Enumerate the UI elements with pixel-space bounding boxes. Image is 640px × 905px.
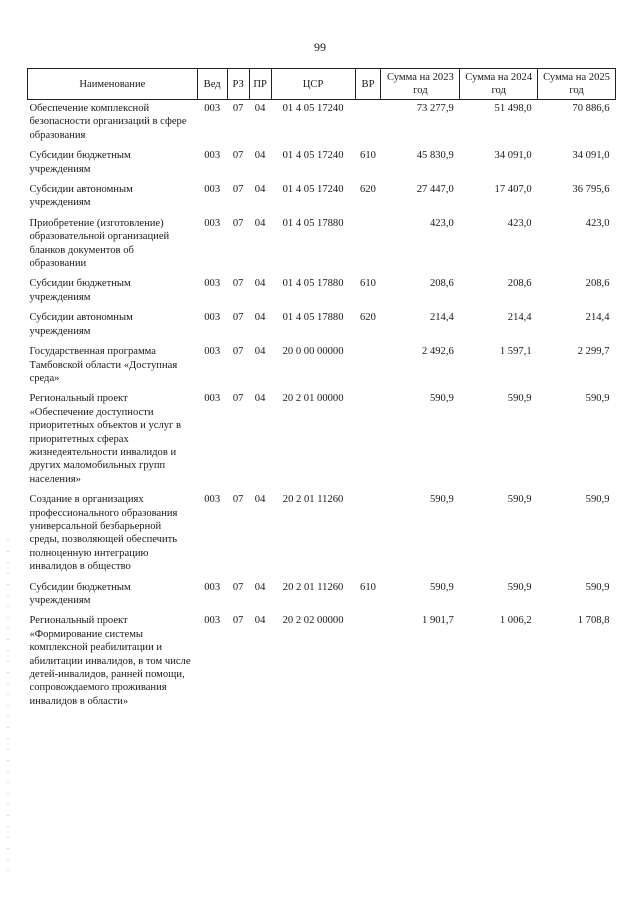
- cell-sum-2023: 208,6: [429, 278, 454, 290]
- cell-name: Приобретение (изготовление) образовательной организацией бланков документов об образовании: [29, 217, 170, 270]
- header-pr: ПР: [249, 69, 271, 100]
- header-sum-2024: Сумма на 2024 год: [460, 69, 538, 100]
- cell-name: Обеспечение комплексной безопасности организаций в сфере образования: [29, 103, 187, 141]
- cell-sum-2023: 27 447,0: [416, 184, 454, 196]
- cell-csr: 20 2 01 11260: [282, 494, 344, 506]
- header-ved: Вед: [197, 69, 227, 100]
- cell-ved: 003: [204, 393, 221, 405]
- cell-vr: [355, 390, 381, 491]
- cell-rz: 07: [232, 494, 244, 506]
- cell-name: Государственная программа Тамбовской области «Доступная среда»: [29, 346, 178, 384]
- cell-vr: [355, 343, 381, 390]
- cell-sum-2025: 2 299,7: [577, 346, 610, 358]
- cell-csr: 01 4 05 17880: [282, 217, 344, 229]
- cell-rz: 07: [232, 217, 244, 229]
- table-row: [28, 100, 616, 148]
- cell-rz: 07: [232, 150, 244, 162]
- cell-vr: 610: [360, 278, 376, 290]
- cell-sum-2023: 45 830,9: [416, 150, 454, 162]
- table-row: [28, 275, 616, 309]
- cell-sum-2024: 590,9: [507, 581, 532, 593]
- cell-sum-2024: 34 091,0: [494, 150, 532, 162]
- cell-ved: 003: [204, 103, 221, 114]
- cell-sum-2023: 2 492,6: [422, 346, 454, 358]
- cell-sum-2023: 73 277,9: [416, 103, 454, 114]
- table-header-row: [28, 69, 616, 100]
- cell-pr: 04: [254, 103, 266, 114]
- scan-artifact-marks: [7, 540, 9, 880]
- cell-sum-2025: 590,9: [585, 494, 610, 506]
- cell-pr: 04: [254, 217, 266, 229]
- cell-vr: [355, 612, 381, 713]
- table-row: [28, 491, 616, 578]
- cell-csr: 20 2 01 11260: [282, 581, 344, 593]
- table-row: [28, 343, 616, 390]
- cell-sum-2024: 590,9: [507, 393, 532, 405]
- cell-rz: 07: [232, 184, 244, 196]
- cell-pr: 04: [254, 615, 266, 627]
- cell-pr: 04: [254, 312, 266, 324]
- cell-name: Субсидии автономным учреждениям: [29, 184, 133, 209]
- cell-rz: 07: [232, 393, 244, 405]
- cell-pr: 04: [254, 184, 266, 196]
- cell-csr: 01 4 05 17240: [282, 184, 344, 196]
- cell-name: Субсидии бюджетным учреждениям: [29, 278, 131, 303]
- header-csr: ЦСР: [271, 69, 355, 100]
- cell-ved: 003: [204, 346, 221, 358]
- cell-vr: [355, 100, 381, 148]
- cell-csr: 20 2 02 00000: [282, 615, 344, 627]
- cell-csr: 20 0 00 00000: [282, 346, 344, 358]
- cell-name: Региональный проект «Формирование системы комплексной реабилитации и абилитации инвалидов, в том числе детей-инвалидов, ранней помощи, сопровождаемого проживания инвалидов в области»: [29, 615, 191, 707]
- cell-sum-2023: 214,4: [429, 312, 454, 324]
- cell-pr: 04: [254, 393, 266, 405]
- cell-ved: 003: [204, 278, 221, 290]
- cell-vr: 620: [360, 312, 376, 324]
- cell-sum-2025: 208,6: [585, 278, 610, 290]
- budget-table: [27, 68, 616, 713]
- cell-vr: 620: [360, 184, 376, 196]
- cell-sum-2025: 590,9: [585, 581, 610, 593]
- cell-rz: 07: [232, 581, 244, 593]
- cell-name: Региональный проект «Обеспечение доступности приоритетных объектов и услуг в приоритетных сферах жизнедеятельности инвалидов и других маломобильных групп населения»: [29, 393, 182, 485]
- cell-sum-2024: 590,9: [507, 494, 532, 506]
- cell-pr: 04: [254, 581, 266, 593]
- table-row: [28, 309, 616, 343]
- cell-ved: 003: [204, 217, 221, 229]
- cell-csr: 20 2 01 00000: [282, 393, 344, 405]
- cell-sum-2024: 17 407,0: [494, 184, 532, 196]
- cell-sum-2025: 590,9: [585, 393, 610, 405]
- cell-sum-2024: 1 597,1: [499, 346, 532, 358]
- cell-rz: 07: [232, 278, 244, 290]
- cell-sum-2025: 1 708,8: [577, 615, 610, 627]
- cell-sum-2025: 36 795,6: [572, 184, 610, 196]
- header-sum-2025: Сумма на 2025 год: [538, 69, 616, 100]
- cell-sum-2025: 70 886,6: [572, 103, 610, 114]
- cell-vr: [355, 491, 381, 578]
- cell-name: Субсидии автономным учреждениям: [29, 312, 133, 337]
- cell-sum-2024: 208,6: [507, 278, 532, 290]
- cell-csr: 01 4 05 17880: [282, 278, 344, 290]
- cell-pr: 04: [254, 150, 266, 162]
- cell-sum-2025: 34 091,0: [572, 150, 610, 162]
- cell-csr: 01 4 05 17880: [282, 312, 344, 324]
- header-vr: ВР: [355, 69, 381, 100]
- table-row: [28, 181, 616, 215]
- cell-pr: 04: [254, 346, 266, 358]
- table-row: [28, 579, 616, 613]
- cell-ved: 003: [204, 615, 221, 627]
- cell-vr: 610: [360, 581, 376, 593]
- cell-sum-2023: 590,9: [429, 581, 454, 593]
- cell-ved: 003: [204, 312, 221, 324]
- cell-sum-2024: 214,4: [507, 312, 532, 324]
- table-row: [28, 390, 616, 491]
- table-row: [28, 612, 616, 713]
- cell-rz: 07: [232, 103, 244, 114]
- cell-sum-2025: 214,4: [585, 312, 610, 324]
- cell-sum-2023: 423,0: [429, 217, 454, 229]
- header-sum-2023: Сумма на 2023 год: [381, 69, 460, 100]
- cell-ved: 003: [204, 184, 221, 196]
- cell-rz: 07: [232, 615, 244, 627]
- table-row: [28, 215, 616, 276]
- cell-csr: 01 4 05 17240: [282, 103, 344, 114]
- cell-sum-2023: 590,9: [429, 494, 454, 506]
- cell-ved: 003: [204, 494, 221, 506]
- cell-name: Субсидии бюджетным учреждениям: [29, 581, 131, 606]
- cell-sum-2024: 423,0: [507, 217, 532, 229]
- cell-vr: 610: [360, 150, 376, 162]
- cell-sum-2024: 1 006,2: [499, 615, 532, 627]
- cell-pr: 04: [254, 494, 266, 506]
- cell-rz: 07: [232, 312, 244, 324]
- cell-name: Создание в организациях профессионального образования универсальной безбарьерной среды, позволяющей обеспечить полноценную интеграцию инвалидов в общество: [29, 494, 178, 573]
- cell-sum-2024: 51 498,0: [494, 103, 532, 114]
- cell-sum-2023: 590,9: [429, 393, 454, 405]
- header-rz: РЗ: [227, 69, 249, 100]
- table-body: [28, 100, 616, 714]
- cell-vr: [355, 215, 381, 276]
- cell-ved: 003: [204, 150, 221, 162]
- cell-pr: 04: [254, 278, 266, 290]
- table-row: [28, 147, 616, 181]
- cell-name: Субсидии бюджетным учреждениям: [29, 150, 131, 175]
- cell-rz: 07: [232, 346, 244, 358]
- cell-sum-2025: 423,0: [585, 217, 610, 229]
- cell-csr: 01 4 05 17240: [282, 150, 344, 162]
- cell-sum-2023: 1 901,7: [422, 615, 454, 627]
- page-number: 99: [314, 40, 326, 54]
- header-name: Наименование: [28, 69, 198, 100]
- cell-ved: 003: [204, 581, 221, 593]
